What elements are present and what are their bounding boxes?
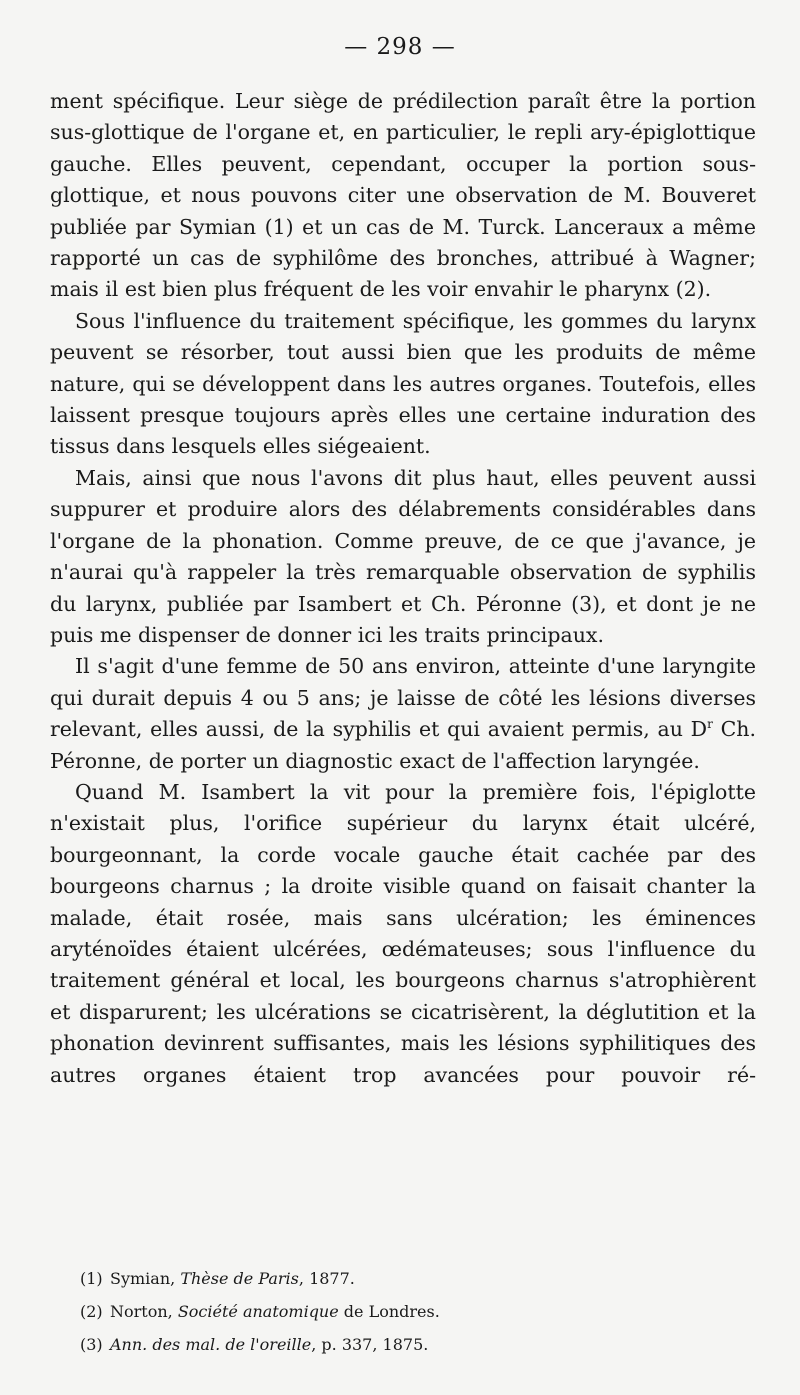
paragraph-3: Mais, ainsi que nous l'avons dit plus haut, elles peuvent aussi suppurer et produire alors des délabrements considérables dans l'organe de la phonation. Comme preuve, de ce que j'avance, je n'aurai qu'à rappeler la très remarquable observation de syphilis du larynx, publiée par Isambert et Ch. Péronne (3), et dont je ne puis me dispenser de donner ici les traits principaux. xyxy=(50,465,756,647)
footnote-number: (3) xyxy=(80,1335,103,1354)
footnote-1 xyxy=(80,1262,740,1295)
footnote-2 xyxy=(80,1295,740,1328)
footnote-number: (2) xyxy=(80,1302,103,1321)
footnote-text: Norton, xyxy=(110,1302,178,1321)
footnote-text: , 1877. xyxy=(298,1269,355,1288)
footnote-3 xyxy=(80,1328,740,1361)
footnote-title: Société anatomique xyxy=(177,1302,339,1321)
footnote-text: Symian, xyxy=(110,1269,181,1288)
footnotes xyxy=(80,1262,740,1361)
page-number: — 298 — xyxy=(344,34,456,60)
footnote-title: Ann. des mal. de l'oreille xyxy=(110,1335,312,1354)
footnote-text: de Londres. xyxy=(338,1302,440,1321)
body-text xyxy=(50,86,756,1091)
paragraph-1: ment spécifique. Leur siège de prédilection paraît être la portion sus-glottique de l'organe et, en particulier, le repli ary-épiglottique gauche. Elles peuvent, cependant, occuper la portion sous-glottique, et nous pouvons citer une observation de M. Bouveret publiée par Symian (1) et un cas de M. Turck. Lanceraux a même rapporté un cas de syphilôme des bronches, attribué à Wagner; mais il est bien plus fréquent de les voir envahir le pharynx (2). xyxy=(50,89,756,302)
paragraph-4-part-1: Il s'agit d'une femme de 50 ans environ, atteinte d'une laryngite qui durait depuis 4 ou 5 ans; je laisse de côté les lésions diverses relevant, elles aussi, de la syphilis et qui avaient permis, au D xyxy=(50,654,756,742)
footnote-number: (1) xyxy=(80,1269,103,1288)
paragraph-4 xyxy=(50,651,756,777)
footnote-text: , p. 337, 1875. xyxy=(311,1335,429,1354)
footnote-title: Thèse de Paris xyxy=(180,1269,299,1288)
paragraph-2: Sous l'influence du traitement spécifique, les gommes du larynx peuvent se résorber, tout aussi bien que les produits de même nature, qui se développent dans les autres organes. Toutefois, elles laissent presque toujours après elles une certaine induration des tissus dans lesquels elles siégeaient. xyxy=(50,308,756,459)
paragraph-5: Quand M. Isambert la vit pour la première fois, l'épiglotte n'existait plus, l'orifice supérieur du larynx était ulcéré, bourgeonnant, la corde vocale gauche était cachée par des bourgeons charnus ; la droite visible quand on faisait chanter la malade, était rosée, mais sans ulcération; les éminences aryténoïdes étaient ulcérées, œdémateuses; sous l'influence du traitement général et local, les bourgeons charnus s'atrophièrent et disparurent; les ulcérations se cicatrisèrent, la déglutition et la phonation devinrent suffisantes, mais les lésions syphilitiques des autres organes étaient trop avancées pour pouvoir ré- xyxy=(50,779,756,1087)
paragraph-4-part-2: Ch. Péronne, de porter un diagnostic exact de l'affection laryngée. xyxy=(50,717,757,773)
superscript-r: r xyxy=(707,717,713,732)
